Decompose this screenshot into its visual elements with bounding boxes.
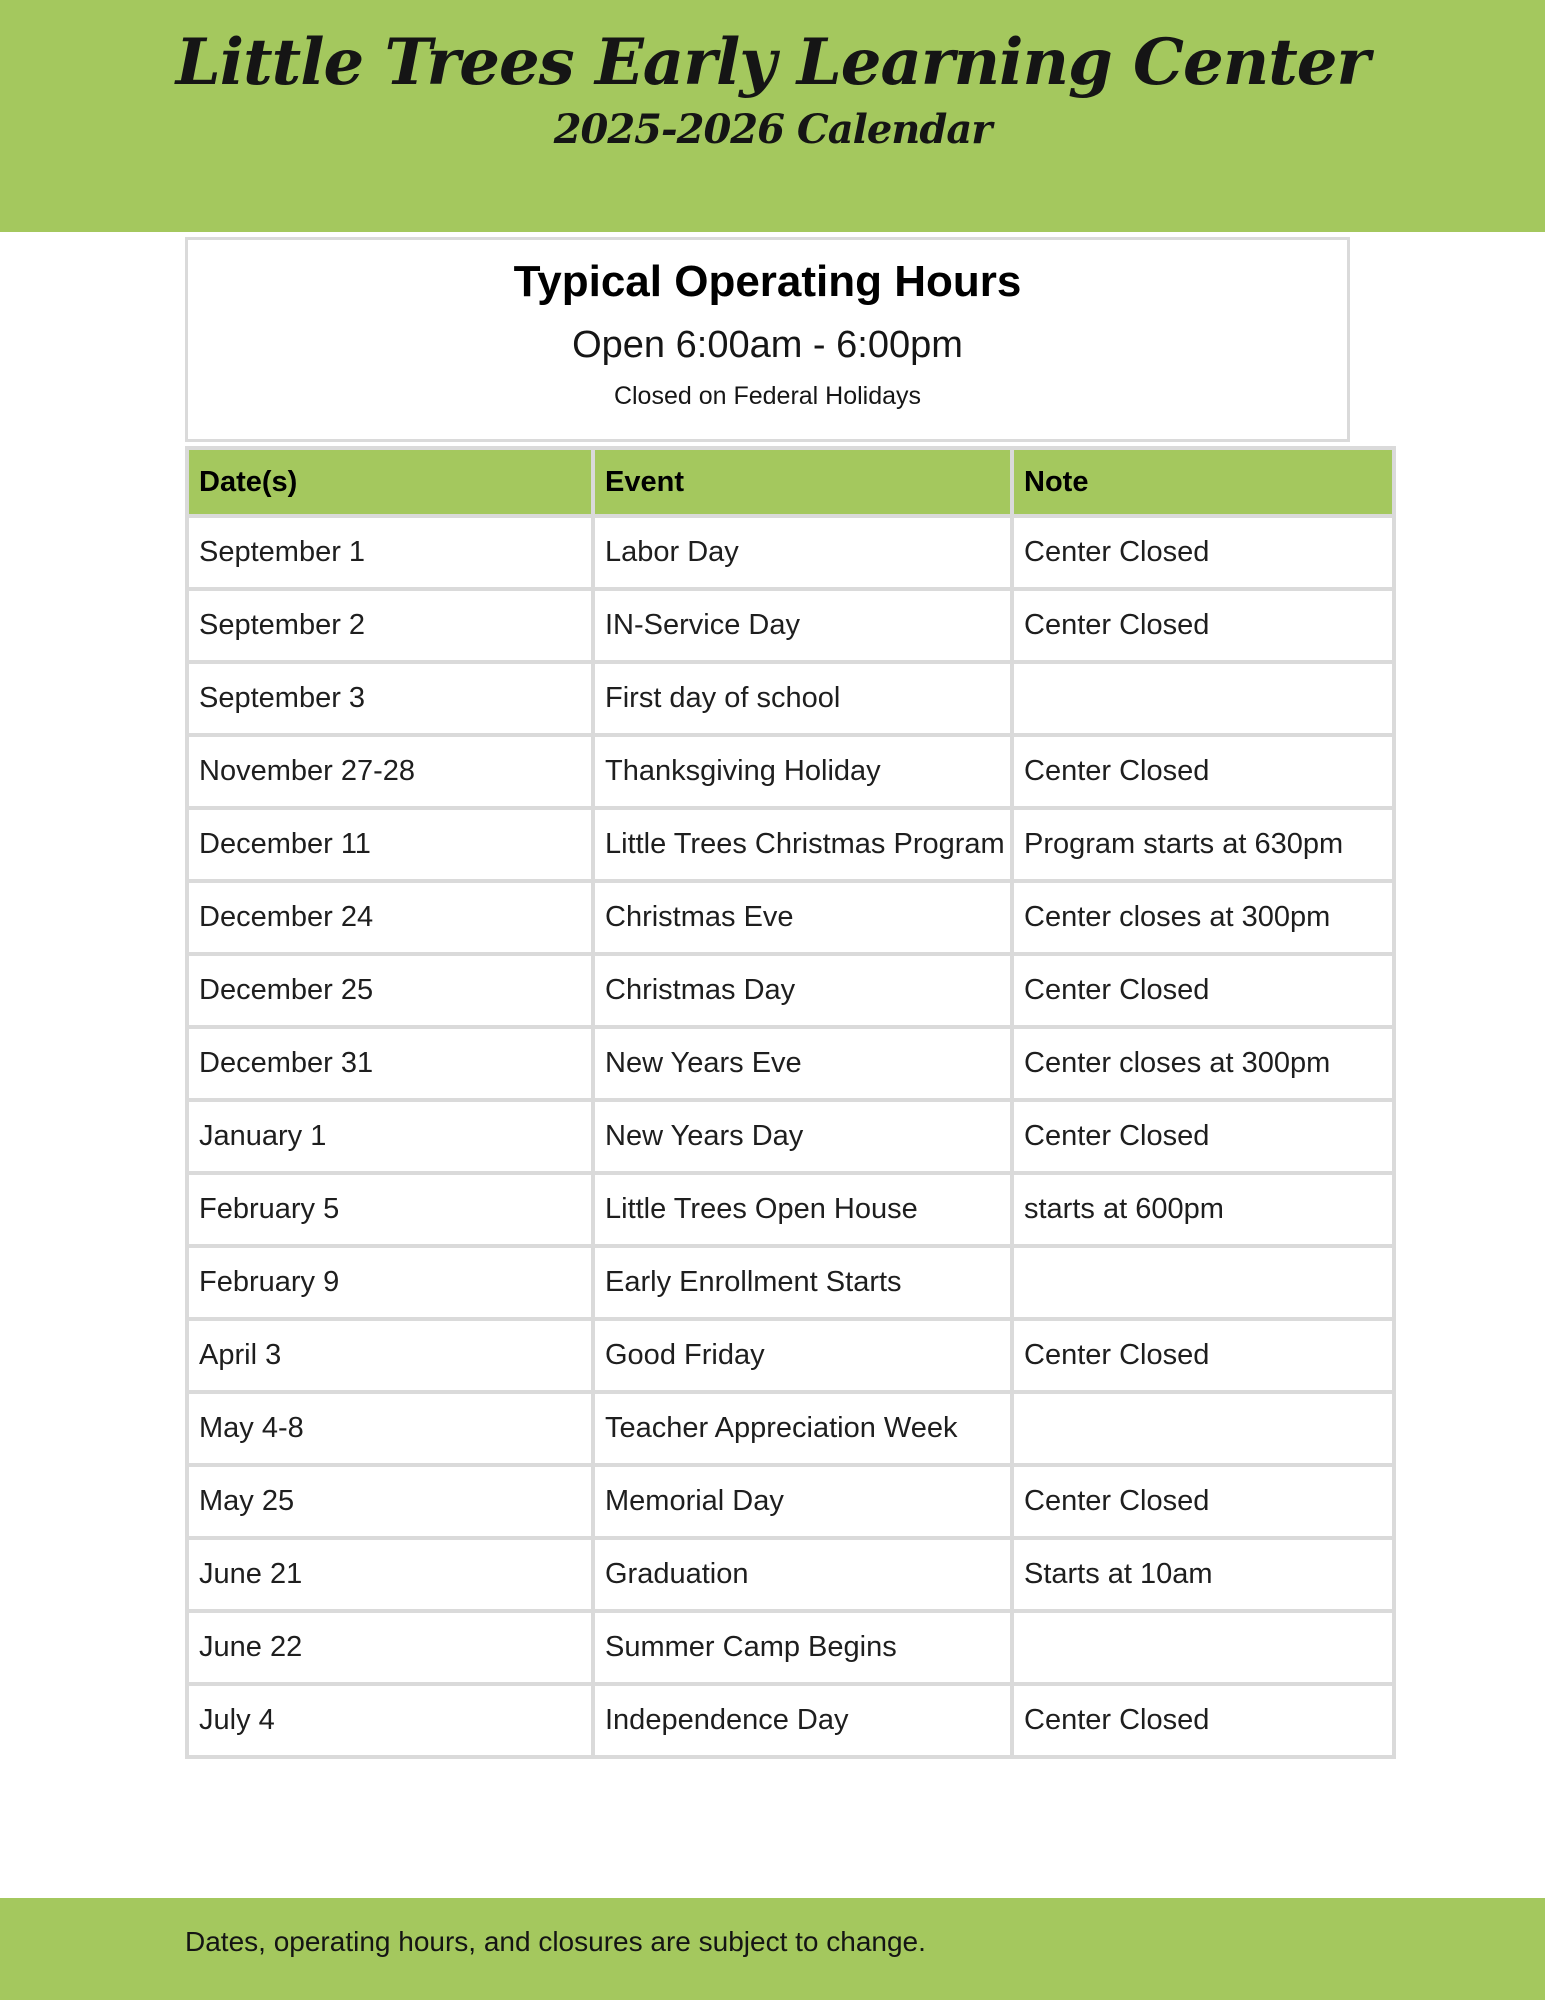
cell-date: June 22 (187, 1611, 593, 1684)
cell-event: Independence Day (593, 1684, 1012, 1757)
cell-event: Teacher Appreciation Week (593, 1392, 1012, 1465)
cell-note: Center closes at 300pm (1012, 1027, 1394, 1100)
operating-hours-time: Open 6:00am - 6:00pm (572, 324, 963, 366)
cell-event: IN-Service Day (593, 589, 1012, 662)
cell-date: September 3 (187, 662, 593, 735)
table-row (187, 1319, 1394, 1392)
table-row (187, 881, 1394, 954)
table-row (187, 662, 1394, 735)
column-header-event: Event (593, 448, 1012, 516)
cell-event: Christmas Eve (593, 881, 1012, 954)
table-row (187, 808, 1394, 881)
page-title: Little Trees Early Learning Center (175, 25, 1370, 100)
table-row (187, 1611, 1394, 1684)
cell-note (1012, 662, 1394, 735)
cell-date: January 1 (187, 1100, 593, 1173)
cell-note: Center Closed (1012, 735, 1394, 808)
cell-note: Center Closed (1012, 1465, 1394, 1538)
cell-event: Graduation (593, 1538, 1012, 1611)
cell-event: New Years Day (593, 1100, 1012, 1173)
header-banner (0, 0, 1545, 232)
operating-hours-note: Closed on Federal Holidays (613, 382, 922, 410)
table-row (187, 1538, 1394, 1611)
cell-note: Starts at 10am (1012, 1538, 1394, 1611)
cell-date: December 31 (187, 1027, 593, 1100)
footer-banner (0, 1898, 1545, 2000)
table-header-row (187, 448, 1394, 516)
events-table (185, 446, 1396, 1759)
cell-note: starts at 600pm (1012, 1173, 1394, 1246)
cell-event: Christmas Day (593, 954, 1012, 1027)
table-row (187, 1684, 1394, 1757)
cell-note: Center Closed (1012, 1684, 1394, 1757)
operating-hours-box (185, 237, 1350, 442)
cell-date: April 3 (187, 1319, 593, 1392)
column-header-dates: Date(s) (187, 448, 593, 516)
cell-event: Good Friday (593, 1319, 1012, 1392)
cell-date: May 4-8 (187, 1392, 593, 1465)
cell-note: Center closes at 300pm (1012, 881, 1394, 954)
cell-date: February 9 (187, 1246, 593, 1319)
operating-hours-title: Typical Operating Hours (513, 257, 1022, 306)
cell-event: First day of school (593, 662, 1012, 735)
cell-note (1012, 1611, 1394, 1684)
cell-date: June 21 (187, 1538, 593, 1611)
table-row (187, 1246, 1394, 1319)
events-table-body (187, 516, 1394, 1757)
cell-date: September 2 (187, 589, 593, 662)
cell-event: Thanksgiving Holiday (593, 735, 1012, 808)
cell-date: December 11 (187, 808, 593, 881)
cell-note: Center Closed (1012, 1319, 1394, 1392)
events-table-head (187, 448, 1394, 516)
cell-note: Center Closed (1012, 589, 1394, 662)
cell-note: Center Closed (1012, 954, 1394, 1027)
cell-note (1012, 1392, 1394, 1465)
cell-date: September 1 (187, 516, 593, 589)
table-row (187, 1100, 1394, 1173)
column-header-note: Note (1012, 448, 1394, 516)
cell-event: Summer Camp Begins (593, 1611, 1012, 1684)
cell-date: December 24 (187, 881, 593, 954)
table-row (187, 589, 1394, 662)
cell-event: Little Trees Open House (593, 1173, 1012, 1246)
footer-disclaimer: Dates, operating hours, and closures are subject to change. (185, 1926, 926, 1957)
cell-event: Early Enrollment Starts (593, 1246, 1012, 1319)
table-row (187, 954, 1394, 1027)
table-row (187, 516, 1394, 589)
table-row (187, 1173, 1394, 1246)
cell-note: Center Closed (1012, 1100, 1394, 1173)
cell-event: Little Trees Christmas Program (593, 808, 1012, 881)
table-row (187, 1392, 1394, 1465)
cell-event: Memorial Day (593, 1465, 1012, 1538)
table-row (187, 1465, 1394, 1538)
cell-event: New Years Eve (593, 1027, 1012, 1100)
cell-date: February 5 (187, 1173, 593, 1246)
cell-note: Program starts at 630pm (1012, 808, 1394, 881)
table-row (187, 735, 1394, 808)
cell-date: December 25 (187, 954, 593, 1027)
page-subtitle: 2025-2026 Calendar (553, 105, 992, 153)
cell-note (1012, 1246, 1394, 1319)
cell-event: Labor Day (593, 516, 1012, 589)
table-row (187, 1027, 1394, 1100)
cell-date: November 27-28 (187, 735, 593, 808)
cell-date: May 25 (187, 1465, 593, 1538)
cell-date: July 4 (187, 1684, 593, 1757)
cell-note: Center Closed (1012, 516, 1394, 589)
